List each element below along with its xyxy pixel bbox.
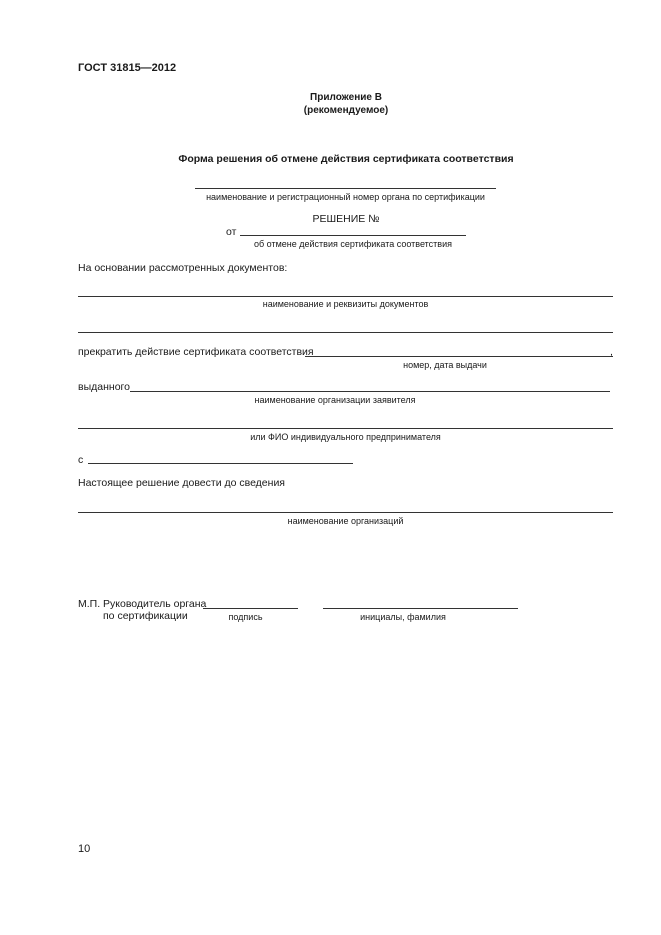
docs-caption: наименование и реквизиты документов (262, 299, 429, 309)
applicant-caption: наименование организации заявителя (254, 395, 416, 405)
applicant-line (130, 391, 610, 392)
page-number: 10 (78, 843, 91, 855)
issued-text: выданного (78, 381, 130, 393)
docs-line (78, 296, 613, 297)
entrepreneur-line (78, 428, 613, 429)
appendix-subtitle: (рекомендуемое) (303, 105, 389, 116)
signature-label-1: М.П. Руководитель органа (78, 598, 207, 610)
docs-line-2 (78, 332, 613, 333)
number-caption: номер, дата выдачи (403, 360, 487, 370)
org-caption: наименование и регистрационный номер органа по сертификации (206, 192, 485, 202)
since-text: с (78, 454, 84, 466)
signature-label-2: по сертификации (103, 610, 188, 622)
form-title: Форма решения об отмене действия сертификата соответствия (178, 153, 514, 165)
orgs-line (78, 512, 613, 513)
decision-label: РЕШЕНИЕ № (312, 213, 380, 225)
name-caption: инициалы, фамилия (360, 612, 446, 622)
basis-text: На основании рассмотренных документов: (78, 262, 288, 274)
standard-header: ГОСТ 31815—2012 (78, 62, 177, 74)
entrepreneur-caption: или ФИО индивидуального предпринимателя (250, 432, 441, 442)
certificate-line (305, 356, 613, 357)
notify-text: Настоящее решение довести до сведения (78, 477, 285, 489)
org-line (195, 188, 496, 189)
cancel-caption: об отмене действия сертификата соответствия (254, 239, 452, 249)
name-line (323, 608, 518, 609)
comma: , (610, 346, 613, 358)
appendix-title: Приложение В (310, 92, 382, 103)
sign-line (203, 608, 298, 609)
terminate-text: прекратить действие сертификата соответствия (78, 346, 314, 358)
from-label: от (226, 226, 237, 238)
date-line (240, 235, 466, 236)
orgs-caption: наименование организаций (287, 516, 404, 526)
sign-caption: подпись (228, 612, 263, 622)
since-line (88, 463, 353, 464)
